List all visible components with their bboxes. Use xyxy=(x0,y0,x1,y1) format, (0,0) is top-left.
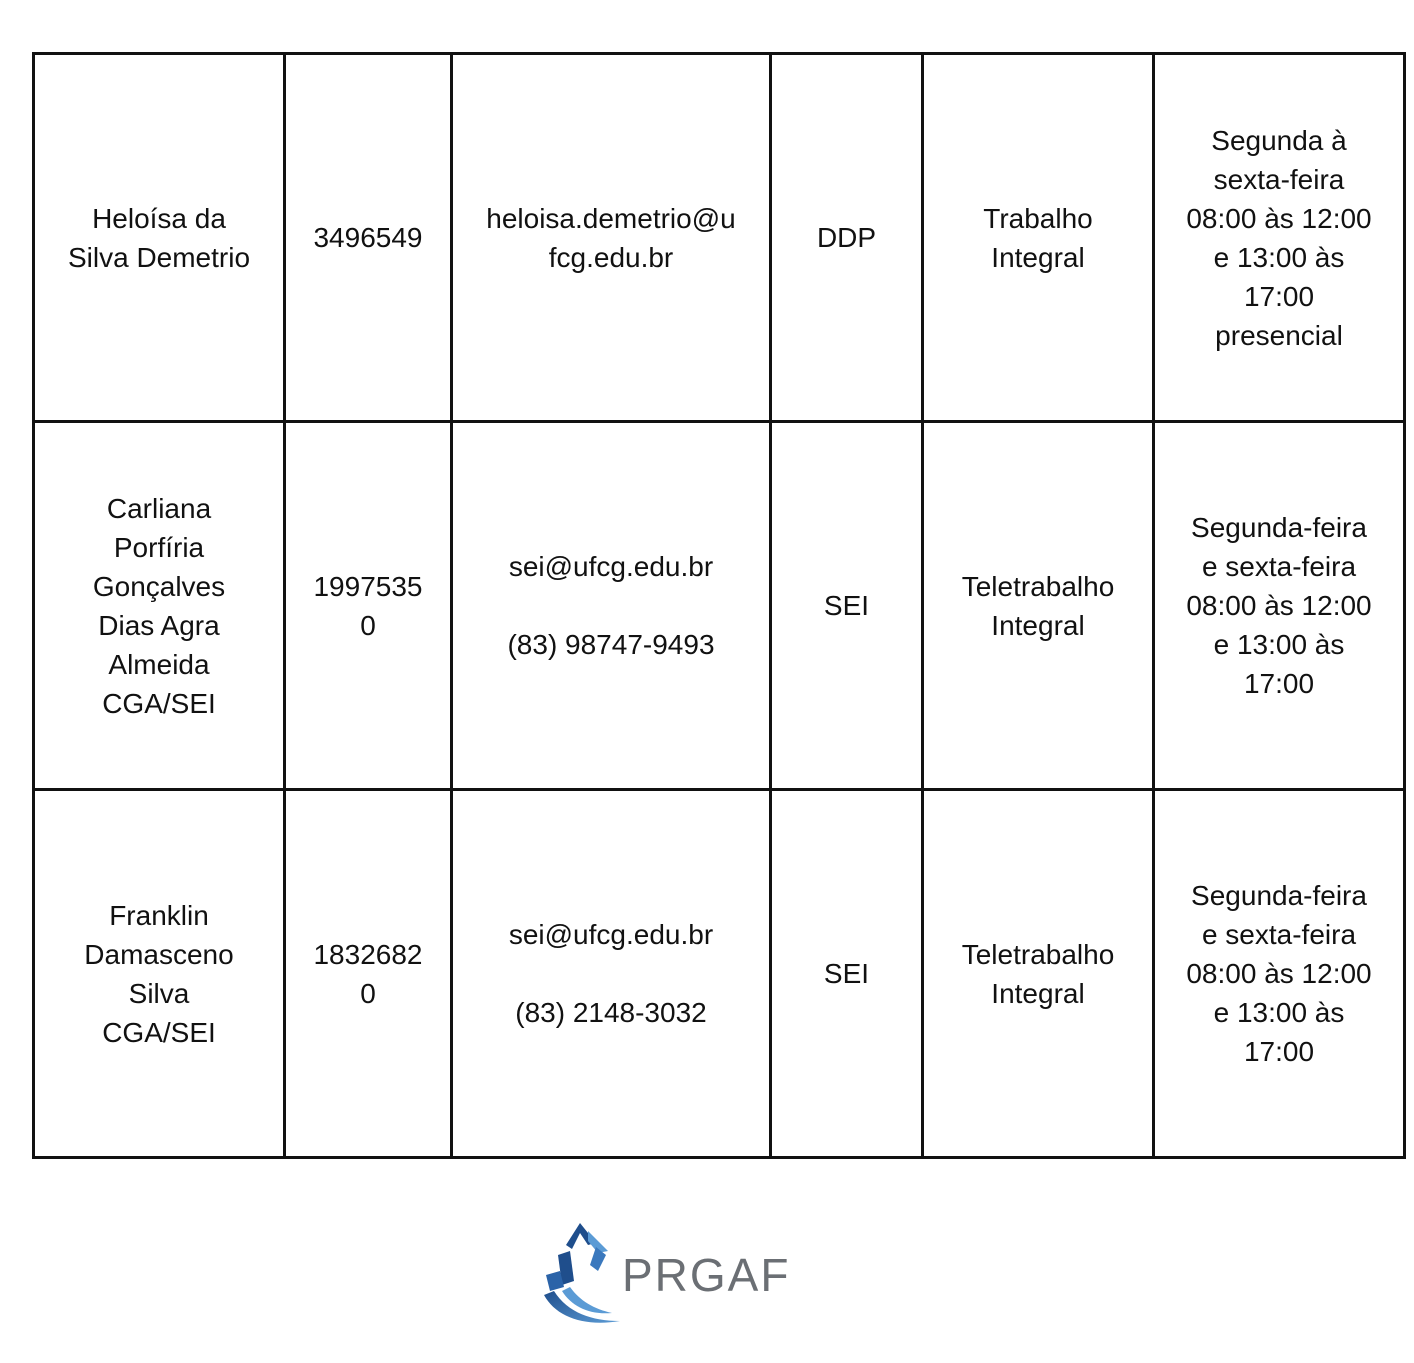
table-row xyxy=(34,54,1405,422)
cell-hours: Segunda-feira e sexta-feira 08:00 às 12:00 e 13:00 às 17:00 xyxy=(1154,790,1405,1158)
cell-id: 1997535 0 xyxy=(285,422,452,790)
email-text: sei@ufcg.edu.br xyxy=(508,551,714,582)
cell-work-mode: Trabalho Integral xyxy=(923,54,1154,422)
cell-hours: Segunda à sexta-feira 08:00 às 12:00 e 13:00 às 17:00 presencial xyxy=(1154,54,1405,422)
staff-table xyxy=(32,52,1406,1159)
cell-unit: DDP xyxy=(771,54,923,422)
logo-text: PRGAF xyxy=(622,1249,791,1301)
prgaf-logo-icon xyxy=(540,1221,620,1329)
cell-id: 1832682 0 xyxy=(285,790,452,1158)
spacer xyxy=(461,586,761,625)
cell-name: Franklin Damasceno Silva CGA/SEI xyxy=(34,790,285,1158)
email-text: sei@ufcg.edu.br xyxy=(508,919,714,950)
spacer xyxy=(461,954,761,993)
table-row xyxy=(34,422,1405,790)
cell-id: 3496549 xyxy=(285,54,452,422)
cell-unit: SEI xyxy=(771,422,923,790)
cell-name: Heloísa da Silva Demetrio xyxy=(34,54,285,422)
cell-contact xyxy=(452,790,771,1158)
cell-hours: Segunda-feira e sexta-feira 08:00 às 12:00 e 13:00 às 17:00 xyxy=(1154,422,1405,790)
prgaf-logo xyxy=(540,1220,790,1330)
cell-work-mode: Teletrabalho Integral xyxy=(923,422,1154,790)
table-row xyxy=(34,790,1405,1158)
cell-contact xyxy=(452,422,771,790)
cell-work-mode: Teletrabalho Integral xyxy=(923,790,1154,1158)
cell-unit: SEI xyxy=(771,790,923,1158)
phone-text: (83) 2148-3032 xyxy=(515,997,707,1028)
phone-text: (83) 98747-9493 xyxy=(507,629,715,660)
cell-name: Carliana Porfíria Gonçalves Dias Agra Almeida CGA/SEI xyxy=(34,422,285,790)
cell-contact: heloisa.demetrio@u fcg.edu.br xyxy=(452,54,771,422)
